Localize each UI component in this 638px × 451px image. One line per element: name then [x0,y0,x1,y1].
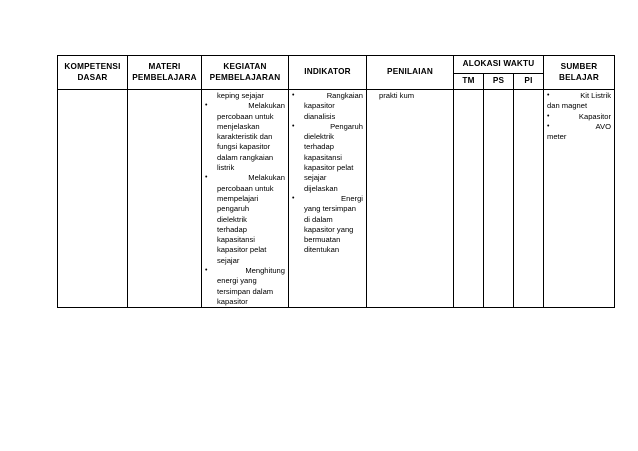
bullet-icon: • [292,122,295,130]
bullet-icon: • [205,174,208,182]
indikator-item-line: yang tersimpan [304,204,356,214]
cell-tm [454,90,484,308]
kegiatan-first-line: keping sejajar [217,91,264,100]
sumber-item [547,112,611,122]
header-materi-pembelajaran: MATERI PEMBELAJARA [128,56,202,90]
kegiatan-item-line: kapasitansi [217,235,255,245]
kegiatan-item-line: kapasitor pelat [217,245,267,255]
bullet-icon: • [547,112,550,120]
cell-penilaian [367,90,454,308]
kegiatan-item-line: sejajar [217,255,240,265]
bullet-icon: • [205,102,208,110]
cell-materi [128,90,202,308]
header-ps: PS [484,74,514,90]
kegiatan-item-first: Melakukan [248,101,285,111]
cell-sumber [544,90,615,308]
syllabus-table [57,55,615,308]
sumber-item-line: dan magnet [547,101,588,111]
bullet-icon: • [292,92,295,99]
header-tm: TM [454,74,484,90]
kegiatan-item-line: dalam rangkaian [217,152,274,162]
indikator-item-line: dielektrik [304,132,334,142]
kegiatan-item [205,266,285,307]
kegiatan-item-line: percobaan untuk [217,183,274,193]
header-sumber-belajar: SUMBER BELAJAR [544,56,615,90]
sumber-item-first: Kit Listrik [580,91,611,100]
cell-kegiatan [202,90,289,308]
indikator-item-line: kapasitor pelat [304,163,354,173]
indikator-item-line: terhadap [304,142,334,152]
kegiatan-item-line: tersimpan dalam [217,286,274,296]
kegiatan-item-line: karakteristik dan [217,132,273,142]
indikator-item-line: di dalam [304,214,333,224]
kegiatan-item-line: kapasitor [217,296,248,306]
bullet-icon: • [547,92,550,99]
sumber-item [547,91,611,112]
sumber-item-line: meter [547,132,567,142]
cell-kompetensi [58,90,128,308]
indikator-item [292,122,363,194]
bullet-icon: • [547,122,550,130]
kegiatan-item-line: fungsi kapasitor [217,142,271,152]
indikator-item-first: Pengaruh [330,121,363,131]
kegiatan-list [205,101,285,307]
kegiatan-item-line: menjelaskan [217,121,260,131]
kegiatan-item-line: listrik [217,163,235,173]
kegiatan-item-first: Melakukan [248,173,285,183]
indikator-item-first: Rangkaian [326,91,363,100]
indikator-list [292,91,363,256]
bullet-icon: • [292,194,295,202]
kegiatan-item-line: mempelajari [217,193,259,203]
sumber-item [547,122,611,143]
kegiatan-item [205,173,285,266]
header-kegiatan-pembelajaran: KEGIATAN PEMBELAJARAN [202,56,289,90]
kegiatan-item-line: terhadap [217,224,247,234]
header-pi: PI [514,74,544,90]
sumber-item-first: Kapasitor [578,111,611,121]
kegiatan-item-first: Menghitung [245,266,285,276]
sumber-item-first: AVO [595,121,611,131]
indikator-item-line: ditentukan [304,245,340,255]
indikator-item-line: kapasitor [304,101,335,111]
header-indikator: INDIKATOR [289,56,367,90]
indikator-item-line: kapasitor yang [304,224,354,234]
indikator-item [292,194,363,256]
indikator-item [292,91,363,122]
bullet-icon: • [205,267,208,275]
indikator-item-line: dianalisis [304,111,336,121]
sumber-list [547,91,611,142]
kegiatan-item [205,101,285,173]
indikator-item-first: Energi [341,193,363,203]
cell-ps [484,90,514,308]
indikator-item-line: sejajar [304,173,327,183]
indikator-item-line: bermuatan [304,235,341,245]
penilaian-text: prakti kum [379,91,415,100]
indikator-item-line: kapasitansi [304,152,342,162]
kegiatan-item-line: pengaruh [217,204,250,214]
kegiatan-item-line: energi yang [217,276,257,286]
header-penilaian: PENILAIAN [367,56,454,90]
kegiatan-item-line: dielektrik [217,214,247,224]
header-alokasi-waktu: ALOKASI WAKTU [454,56,544,74]
header-kompetensi-dasar: KOMPETENSI DASAR [58,56,128,90]
kegiatan-item-line: percobaan untuk [217,111,274,121]
indikator-item-line: dijelaskan [304,183,338,193]
cell-indikator [289,90,367,308]
cell-pi [514,90,544,308]
